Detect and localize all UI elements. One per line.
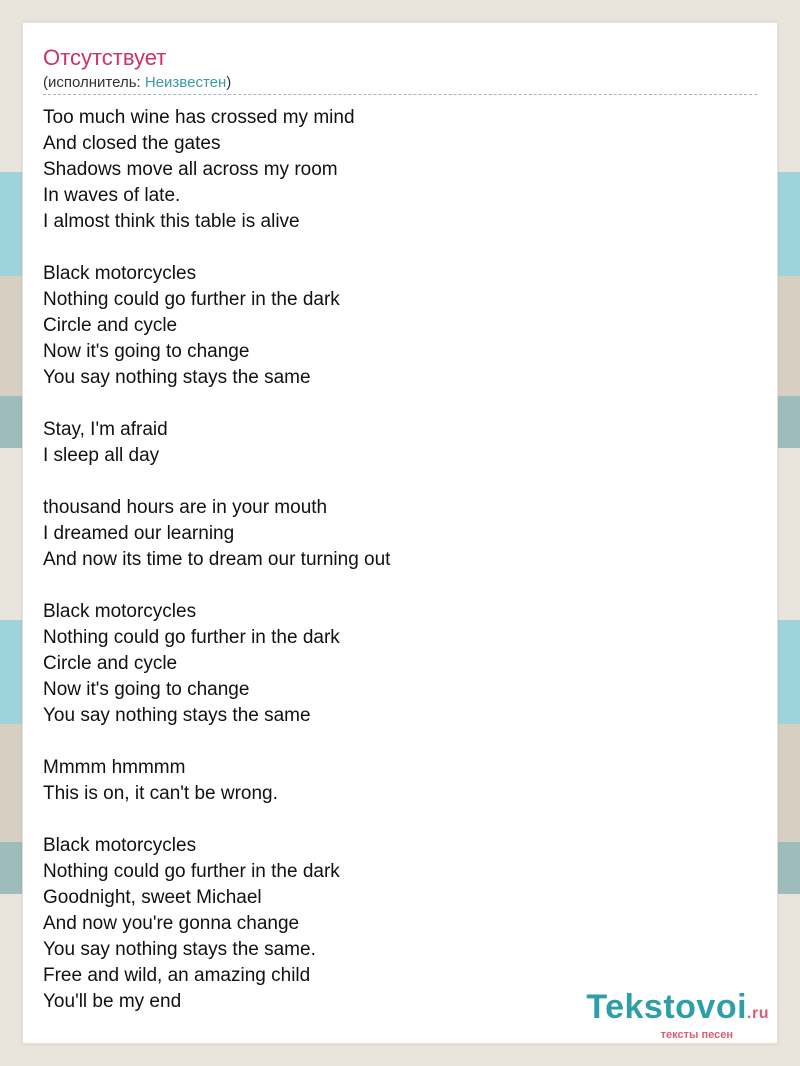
lyric-line: Mmmm hmmmm [43, 757, 186, 778]
lyric-line: In waves of late. [43, 185, 181, 206]
lyric-line: And closed the gates [43, 133, 221, 154]
artist-prefix: (исполнитель: [43, 74, 145, 91]
lyrics-card [22, 22, 778, 1044]
lyric-line: And now you're gonna change [43, 913, 300, 934]
lyric-line: thousand hours are in your mouth [43, 497, 328, 518]
lyric-line: Free and wild, an amazing child [43, 965, 311, 986]
lyric-line: Nothing could go further in the dark [43, 861, 340, 882]
lyric-line [43, 235, 757, 261]
lyric-line: You say nothing stays the same [43, 367, 311, 388]
lyric-line: Goodnight, sweet Michael [43, 887, 262, 908]
lyric-line: Now it's going to change [43, 679, 250, 700]
site-logo[interactable] [586, 990, 769, 1041]
logo-name: Tekstovoi [586, 988, 748, 1026]
title-divider [43, 94, 757, 95]
lyric-line: Nothing could go further in the dark [43, 627, 340, 648]
lyric-line: Circle and cycle [43, 315, 178, 336]
lyric-line: Now it's going to change [43, 341, 250, 362]
lyric-line [43, 729, 757, 755]
lyrics-text [43, 105, 757, 1015]
artist-suffix: ) [226, 74, 232, 91]
lyric-line: Black motorcycles [43, 263, 197, 284]
artist-link[interactable]: Неизвестен [144, 74, 227, 91]
logo-tagline: тексты песен [660, 1029, 733, 1041]
lyric-line: Circle and cycle [43, 653, 178, 674]
lyric-line: You say nothing stays the same [43, 705, 311, 726]
lyric-line: Black motorcycles [43, 835, 197, 856]
lyric-line: Shadows move all across my room [43, 159, 338, 180]
song-title: Отсутствует [43, 45, 167, 70]
logo-tld: .ru [747, 1005, 769, 1022]
lyric-line [43, 391, 757, 417]
lyric-line: I almost think this table is alive [43, 211, 300, 232]
lyric-line: Stay, I'm afraid [43, 419, 168, 440]
lyric-line [43, 469, 757, 495]
lyric-line: Nothing could go further in the dark [43, 289, 340, 310]
lyric-line: You say nothing stays the same. [43, 939, 316, 960]
lyric-line: I dreamed our learning [43, 523, 235, 544]
lyric-line: Black motorcycles [43, 601, 197, 622]
lyric-line: This is on, it can't be wrong. [43, 783, 278, 804]
lyric-line: Too much wine has crossed my mind [43, 107, 355, 128]
lyric-line [43, 807, 757, 833]
lyric-line: And now its time to dream our turning out [43, 549, 391, 570]
artist-line [43, 73, 231, 93]
lyric-line [43, 573, 757, 599]
lyric-line: I sleep all day [43, 445, 160, 466]
lyric-line: You'll be my end [43, 991, 182, 1012]
